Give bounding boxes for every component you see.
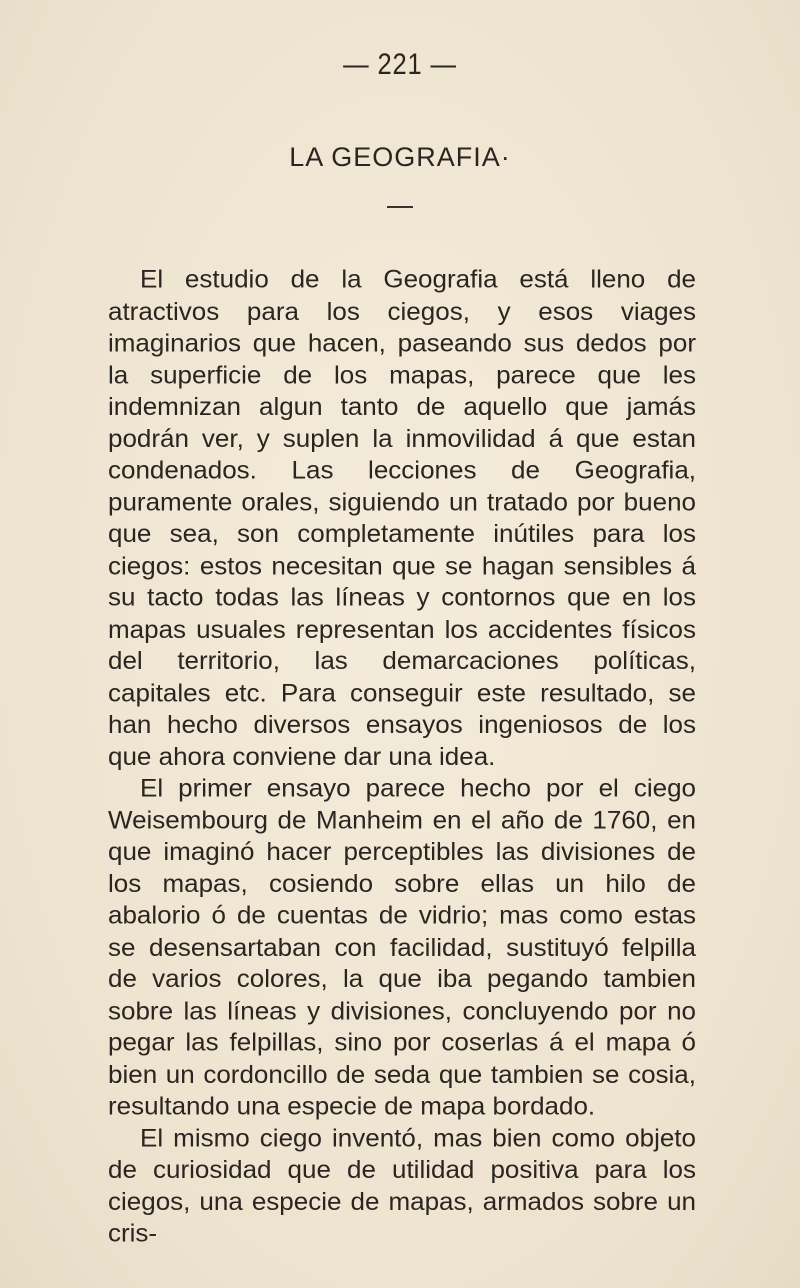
paragraph-1: El estudio de la Geografia está lleno de atractivos para los ciegos, y esos viages imaginarios que hacen, paseando sus dedos por la superficie de los mapas, parece que les indemnizan algun tanto de aquello que jamás podrán ver, y suplen la inmovilidad á que estan condenados. Las lecciones de Geografia, puramente orales, siguiendo un tratado por bueno que sea, son completamente inútiles para los ciegos: estos necesitan que se hagan sensibles á su tacto todas las líneas y contornos que en los mapas usuales representan los accidentes físicos del territorio, las demarcaciones políticas, capitales etc. Para conseguir este resultado, se han hecho diversos ensayos ingeniosos de los que ahora conviene dar una idea.: [108, 264, 696, 771]
paragraph-3: El mismo ciego inventó, mas bien como objeto de curiosidad que de utilidad positiva para los ciegos, una especie de mapas, armados sobre un cris-: [108, 1123, 696, 1248]
page-number: — 221 —: [343, 48, 457, 81]
paragraph-2: El primer ensayo parece hecho por el ciego Weisembourg de Manheim en el año de 1760, en que imaginó hacer perceptibles las divisiones de los mapas, cosiendo sobre ellas un hilo de abalorio ó de cuentas de vidrio; mas como estas se desensartaban con facilidad, sustituyó felpilla de varios colores, la que iba pegando tambien sobre las líneas y divisiones, concluyendo por no pegar las felpillas, sino por coserlas á el mapa ó bien un cordoncillo de seda que tambien se cosia, resultando una especie de mapa bordado.: [108, 773, 696, 1120]
title-divider: [387, 206, 413, 208]
body-text: [108, 264, 696, 1250]
chapter-title: LA GEOGRAFIA·: [289, 142, 511, 172]
